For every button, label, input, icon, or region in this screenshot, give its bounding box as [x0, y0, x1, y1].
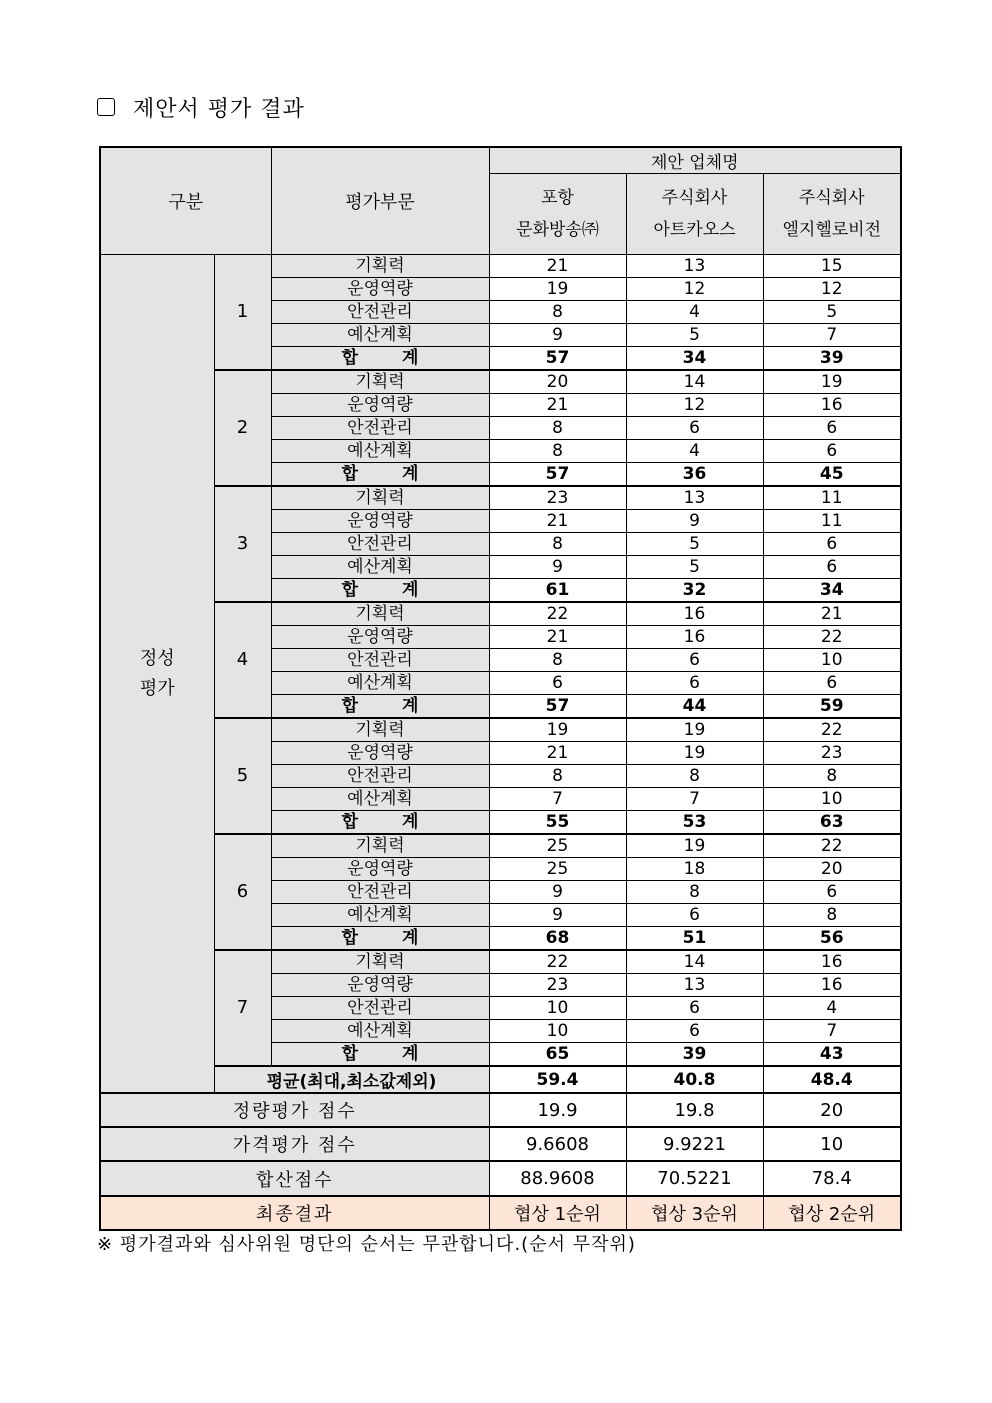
score-cell: 12 — [763, 278, 901, 301]
evaluator-number: 7 — [214, 950, 271, 1066]
eval-item-label: 기획력 — [271, 602, 489, 626]
company-3-line1: 주식회사 — [798, 188, 865, 208]
company-2-line1: 주식회사 — [661, 188, 728, 208]
eval-item-label: 기획력 — [271, 255, 489, 278]
score-cell: 6 — [763, 881, 901, 904]
score-cell: 22 — [489, 950, 626, 974]
eval-item-label: 안전관리 — [271, 997, 489, 1020]
score-cell: 4 — [626, 440, 763, 463]
score-cell: 19 — [626, 718, 763, 742]
company-3-line2: 엘지헬로비전 — [782, 220, 882, 240]
score-cell: 8 — [489, 765, 626, 788]
score-cell: 10 — [489, 997, 626, 1020]
score-cell: 10 — [763, 788, 901, 811]
score-cell: 21 — [489, 742, 626, 765]
score-cell: 8 — [489, 301, 626, 324]
score-cell: 22 — [763, 718, 901, 742]
score-cell: 16 — [626, 602, 763, 626]
table-row — [100, 486, 901, 510]
score-cell: 6 — [763, 556, 901, 579]
eval-item-label: 운영역량 — [271, 510, 489, 533]
sum-label — [271, 695, 489, 719]
sum-label-part2: 계 — [402, 348, 419, 368]
company-2-line2: 아트카오스 — [653, 220, 736, 240]
sum-cell: 34 — [626, 347, 763, 371]
score-cell: 8 — [489, 533, 626, 556]
total-label: 합산점수 — [100, 1161, 489, 1196]
eval-item-label: 기획력 — [271, 834, 489, 858]
sum-cell: 61 — [489, 579, 626, 603]
score-cell: 4 — [626, 301, 763, 324]
score-cell: 5 — [626, 324, 763, 347]
sum-cell: 57 — [489, 695, 626, 719]
sum-cell: 51 — [626, 927, 763, 951]
eval-item-label: 운영역량 — [271, 394, 489, 417]
score-cell: 6 — [626, 1020, 763, 1043]
sum-label-part2: 계 — [402, 464, 419, 484]
sum-label-part1: 합 — [341, 696, 358, 716]
sum-label-part2: 계 — [402, 580, 419, 600]
score-cell: 8 — [489, 440, 626, 463]
score-cell: 7 — [763, 1020, 901, 1043]
sum-label-part2: 계 — [402, 1044, 419, 1064]
sum-label — [271, 927, 489, 951]
company-1-line2: 문화방송㈜ — [516, 220, 599, 240]
score-cell: 8 — [489, 417, 626, 440]
score-cell: 21 — [763, 602, 901, 626]
score-cell: 22 — [489, 602, 626, 626]
table-row — [100, 834, 901, 858]
header-eval-section: 평가부문 — [271, 147, 489, 255]
score-cell: 6 — [626, 997, 763, 1020]
eval-item-label: 안전관리 — [271, 533, 489, 556]
total-score-row — [100, 1161, 901, 1196]
sum-cell: 56 — [763, 927, 901, 951]
qualitative-label-line1: 정성 — [139, 647, 175, 669]
eval-item-label: 예산계획 — [271, 556, 489, 579]
score-cell: 7 — [626, 788, 763, 811]
score-cell: 23 — [763, 742, 901, 765]
score-cell: 7 — [763, 324, 901, 347]
score-cell: 25 — [489, 858, 626, 881]
sum-cell: 36 — [626, 463, 763, 487]
eval-item-label: 기획력 — [271, 486, 489, 510]
price-label: 가격평가 점수 — [100, 1127, 489, 1161]
eval-item-label: 예산계획 — [271, 904, 489, 927]
eval-item-label: 운영역량 — [271, 974, 489, 997]
score-cell: 19 — [489, 718, 626, 742]
score-cell: 19 — [763, 370, 901, 394]
evaluation-result-table — [99, 146, 902, 1231]
eval-item-label: 운영역량 — [271, 626, 489, 649]
eval-item-label: 안전관리 — [271, 417, 489, 440]
header-company-1 — [489, 174, 626, 255]
score-cell: 9 — [489, 904, 626, 927]
sum-label-part2: 계 — [402, 696, 419, 716]
quantitative-score-row — [100, 1093, 901, 1127]
sum-label — [271, 579, 489, 603]
table-row — [100, 602, 901, 626]
eval-item-label: 기획력 — [271, 718, 489, 742]
score-cell: 8 — [489, 649, 626, 672]
final-result-row — [100, 1196, 901, 1230]
average-row — [100, 1066, 901, 1093]
header-company-3 — [763, 174, 901, 255]
evaluator-number: 2 — [214, 370, 271, 486]
score-cell: 18 — [626, 858, 763, 881]
sum-cell: 65 — [489, 1043, 626, 1067]
sum-cell: 68 — [489, 927, 626, 951]
score-cell: 6 — [626, 649, 763, 672]
price-value-cell: 9.9221 — [626, 1127, 763, 1161]
score-cell: 21 — [489, 626, 626, 649]
score-cell: 13 — [626, 974, 763, 997]
eval-item-label: 예산계획 — [271, 1020, 489, 1043]
quantitative-value-cell: 20 — [763, 1093, 901, 1127]
evaluator-number: 6 — [214, 834, 271, 950]
evaluator-number: 3 — [214, 486, 271, 602]
score-cell: 16 — [763, 950, 901, 974]
sum-label — [271, 463, 489, 487]
sum-cell: 34 — [763, 579, 901, 603]
final-label: 최종결과 — [100, 1196, 489, 1230]
sum-cell: 55 — [489, 811, 626, 835]
score-cell: 6 — [763, 440, 901, 463]
score-cell: 8 — [763, 904, 901, 927]
eval-item-label: 예산계획 — [271, 788, 489, 811]
sum-cell: 63 — [763, 811, 901, 835]
price-value-cell: 9.6608 — [489, 1127, 626, 1161]
eval-item-label: 기획력 — [271, 370, 489, 394]
score-cell: 6 — [763, 417, 901, 440]
eval-item-label: 안전관리 — [271, 649, 489, 672]
table-row — [100, 370, 901, 394]
sum-cell: 45 — [763, 463, 901, 487]
evaluator-number: 5 — [214, 718, 271, 834]
price-value-cell: 10 — [763, 1127, 901, 1161]
score-cell: 21 — [489, 255, 626, 278]
sum-label-part1: 합 — [341, 928, 358, 948]
score-cell: 9 — [489, 881, 626, 904]
score-cell: 8 — [763, 765, 901, 788]
score-cell: 19 — [489, 278, 626, 301]
eval-item-label: 운영역량 — [271, 858, 489, 881]
average-cell: 40.8 — [626, 1066, 763, 1093]
eval-item-label: 안전관리 — [271, 881, 489, 904]
score-cell: 6 — [626, 672, 763, 695]
table-row — [100, 718, 901, 742]
table-row — [100, 255, 901, 278]
score-cell: 25 — [489, 834, 626, 858]
final-value-cell: 협상 3순위 — [626, 1196, 763, 1230]
sum-cell: 57 — [489, 347, 626, 371]
score-cell: 11 — [763, 486, 901, 510]
score-cell: 6 — [763, 533, 901, 556]
score-cell: 23 — [489, 974, 626, 997]
company-1-line1: 포항 — [541, 188, 574, 208]
sum-cell: 32 — [626, 579, 763, 603]
average-label: 평균(최대,최소값제외) — [214, 1066, 489, 1093]
score-cell: 9 — [489, 556, 626, 579]
header-companies-label: 제안 업체명 — [489, 147, 901, 174]
score-cell: 5 — [626, 556, 763, 579]
score-cell: 7 — [489, 788, 626, 811]
evaluator-number: 1 — [214, 255, 271, 371]
score-cell: 13 — [626, 486, 763, 510]
sum-cell: 44 — [626, 695, 763, 719]
average-cell: 59.4 — [489, 1066, 626, 1093]
score-cell: 12 — [626, 394, 763, 417]
score-cell: 22 — [763, 834, 901, 858]
evaluator-number: 4 — [214, 602, 271, 718]
eval-item-label: 예산계획 — [271, 324, 489, 347]
score-cell: 10 — [489, 1020, 626, 1043]
sum-cell: 53 — [626, 811, 763, 835]
eval-item-label: 운영역량 — [271, 278, 489, 301]
score-cell: 4 — [763, 997, 901, 1020]
sum-label-part2: 계 — [402, 812, 419, 832]
quantitative-value-cell: 19.9 — [489, 1093, 626, 1127]
score-cell: 21 — [489, 510, 626, 533]
score-cell: 6 — [626, 417, 763, 440]
sum-label-part2: 계 — [402, 928, 419, 948]
sum-cell: 57 — [489, 463, 626, 487]
sum-label-part1: 합 — [341, 580, 358, 600]
sum-label — [271, 347, 489, 371]
score-cell: 19 — [626, 742, 763, 765]
score-cell: 16 — [626, 626, 763, 649]
sum-cell: 43 — [763, 1043, 901, 1067]
header-category: 구분 — [100, 147, 271, 255]
eval-item-label: 운영역량 — [271, 742, 489, 765]
final-value-cell: 협상 2순위 — [763, 1196, 901, 1230]
eval-item-label: 안전관리 — [271, 301, 489, 324]
score-cell: 19 — [626, 834, 763, 858]
score-cell: 8 — [626, 881, 763, 904]
total-value-cell: 70.5221 — [626, 1161, 763, 1196]
footnote: ※ 평가결과와 심사위원 명단의 순서는 무관합니다.(순서 무작위) — [97, 1234, 636, 1255]
score-cell: 6 — [763, 672, 901, 695]
score-cell: 16 — [763, 974, 901, 997]
qualitative-label-line2: 평가 — [139, 677, 175, 699]
sum-label-part1: 합 — [341, 464, 358, 484]
quantitative-value-cell: 19.8 — [626, 1093, 763, 1127]
score-cell: 13 — [626, 255, 763, 278]
score-cell: 5 — [626, 533, 763, 556]
page-heading — [97, 92, 305, 122]
score-cell: 11 — [763, 510, 901, 533]
heading-title: 제안서 평가 결과 — [133, 96, 305, 122]
sum-label-part1: 합 — [341, 1044, 358, 1064]
sum-cell: 59 — [763, 695, 901, 719]
eval-item-label: 예산계획 — [271, 440, 489, 463]
score-cell: 6 — [489, 672, 626, 695]
score-cell: 20 — [763, 858, 901, 881]
score-cell: 16 — [763, 394, 901, 417]
sum-label-part1: 합 — [341, 812, 358, 832]
score-cell: 23 — [489, 486, 626, 510]
score-cell: 8 — [626, 765, 763, 788]
score-cell: 6 — [626, 904, 763, 927]
quantitative-label: 정량평가 점수 — [100, 1093, 489, 1127]
sum-cell: 39 — [763, 347, 901, 371]
final-value-cell: 협상 1순위 — [489, 1196, 626, 1230]
score-cell: 14 — [626, 950, 763, 974]
score-cell: 10 — [763, 649, 901, 672]
total-value-cell: 78.4 — [763, 1161, 901, 1196]
score-cell: 15 — [763, 255, 901, 278]
score-cell: 20 — [489, 370, 626, 394]
table-row — [100, 950, 901, 974]
sum-cell: 39 — [626, 1043, 763, 1067]
eval-item-label: 기획력 — [271, 950, 489, 974]
score-cell: 22 — [763, 626, 901, 649]
sum-label — [271, 811, 489, 835]
checkbox-outline-icon — [97, 98, 115, 116]
eval-item-label: 예산계획 — [271, 672, 489, 695]
score-cell: 9 — [626, 510, 763, 533]
score-cell: 12 — [626, 278, 763, 301]
score-cell: 14 — [626, 370, 763, 394]
score-cell: 21 — [489, 394, 626, 417]
qualitative-eval-label — [100, 255, 214, 1094]
average-cell: 48.4 — [763, 1066, 901, 1093]
sum-label — [271, 1043, 489, 1067]
sum-label-part1: 합 — [341, 348, 358, 368]
header-company-2 — [626, 174, 763, 255]
score-cell: 9 — [489, 324, 626, 347]
price-score-row — [100, 1127, 901, 1161]
eval-item-label: 안전관리 — [271, 765, 489, 788]
total-value-cell: 88.9608 — [489, 1161, 626, 1196]
score-cell: 5 — [763, 301, 901, 324]
